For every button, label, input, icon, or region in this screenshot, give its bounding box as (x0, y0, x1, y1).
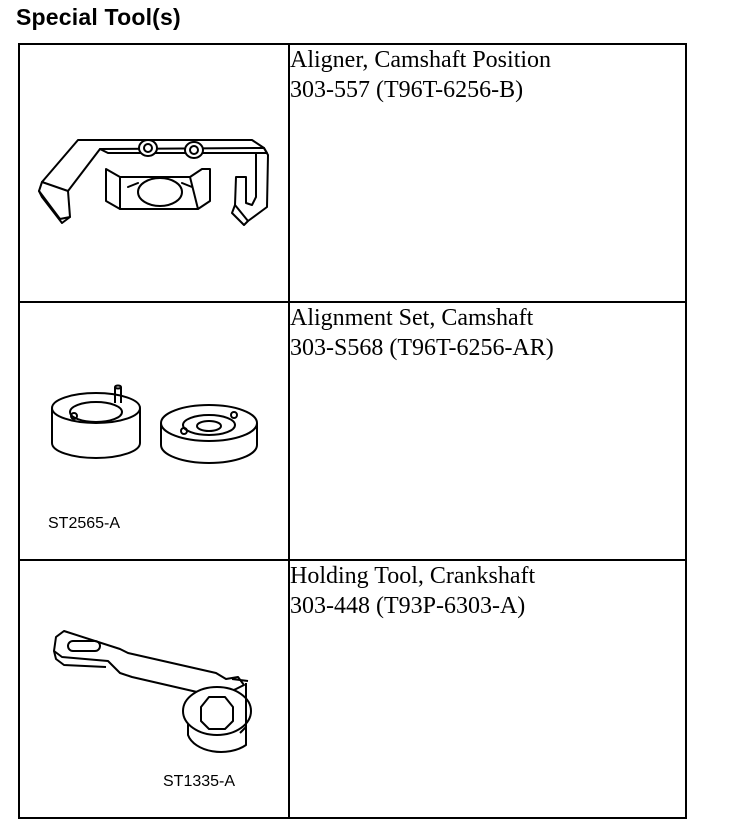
special-tools-table (18, 43, 687, 819)
tool-number: 303-S568 (T96T-6256-AR) (290, 335, 554, 361)
tool-text-cell (289, 560, 686, 818)
tool-text-cell (289, 302, 686, 560)
tool-row (19, 44, 686, 302)
tool-number: 303-557 (T96T-6256-B) (290, 77, 524, 103)
tool-number: 303-448 (T93P-6303-A) (290, 593, 526, 619)
tool-name: Holding Tool, Crankshaft (290, 563, 536, 589)
tool-row (19, 302, 686, 560)
tool-name: Alignment Set, Camshaft (290, 305, 534, 331)
crankshaft-holding-tool-icon (20, 561, 288, 817)
tool-image-cell (19, 560, 289, 818)
tool-name: Aligner, Camshaft Position (290, 47, 552, 73)
camshaft-aligner-icon (20, 45, 288, 301)
tool-image-cell (19, 44, 289, 302)
figure-reference: ST2565-A (48, 515, 121, 532)
page-title: Special Tool(s) (16, 4, 181, 30)
figure-reference: ST1335-A (163, 773, 236, 790)
tool-row (19, 560, 686, 818)
tool-image-cell (19, 302, 289, 560)
tool-text-cell (289, 44, 686, 302)
